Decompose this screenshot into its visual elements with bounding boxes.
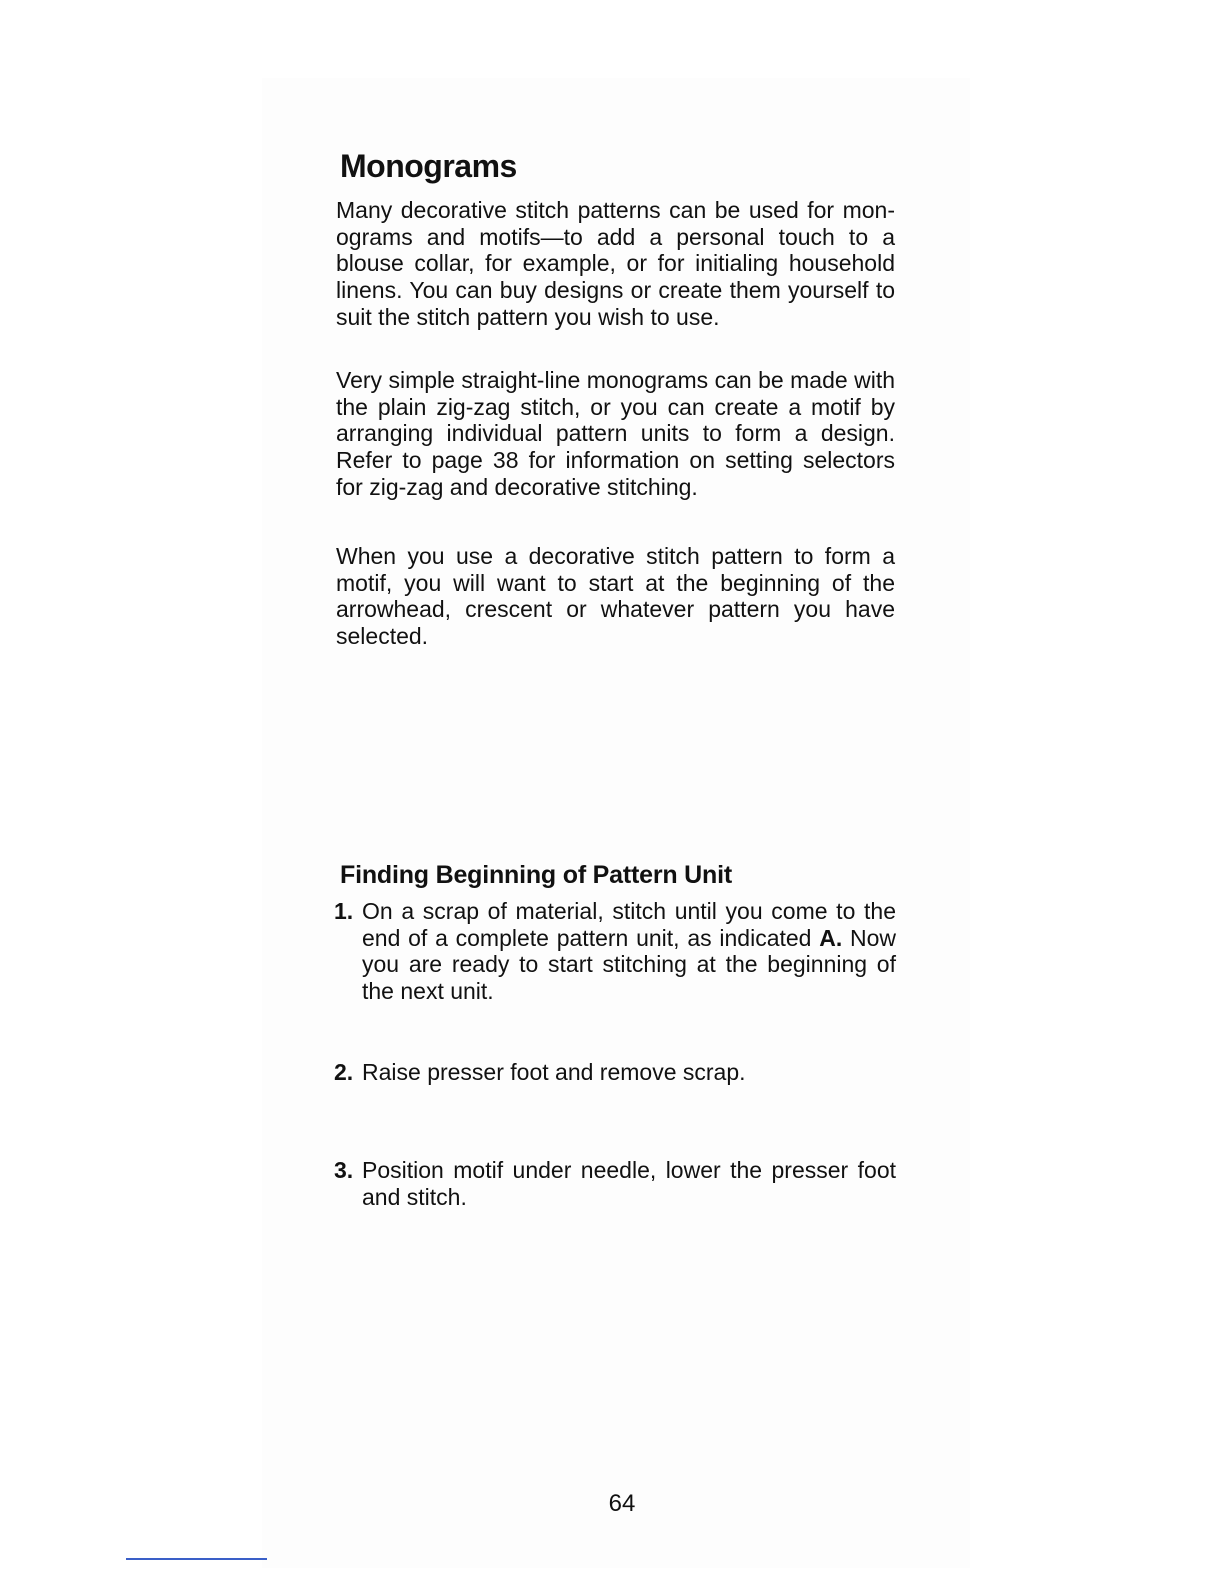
figure-reference: A. bbox=[819, 924, 843, 951]
step-1 bbox=[334, 898, 896, 1005]
motif-paragraph: When you use a decorative stitch pattern to form a motif, you will want to start at the beginning of the arrowhead, crescent or whatever pattern you have selected. bbox=[336, 543, 895, 650]
step-text: Raise presser foot and remove scrap. bbox=[362, 1059, 746, 1085]
step-text: Position motif under needle, lower the presser foot and stitch. bbox=[362, 1157, 896, 1210]
step-text bbox=[362, 898, 896, 1005]
step-number: 1. bbox=[334, 898, 354, 924]
step-text-part: Now you are ready to start stitching at the beginning of the next unit. bbox=[362, 924, 896, 1005]
intro-paragraph: Many decorative stitch patterns can be used for monograms and motifs—to add a personal touch to a blouse collar, for example, or for initialing household linens. You can buy designs or create them yourself to suit the stitch pattern you wish to use. bbox=[336, 197, 895, 330]
edge-line bbox=[126, 1558, 267, 1560]
section-heading: Finding Beginning of Pattern Unit bbox=[340, 861, 732, 889]
step-2 bbox=[334, 1059, 896, 1086]
page-title: Monograms bbox=[340, 148, 517, 184]
step-number: 3. bbox=[334, 1157, 354, 1183]
step-3 bbox=[334, 1157, 896, 1210]
page-number: 64 bbox=[608, 1490, 636, 1517]
step-text-part: On a scrap of material, stitch until you come to the end of a complete pattern unit, as indicated bbox=[362, 898, 896, 951]
step-number: 2. bbox=[334, 1059, 354, 1085]
zigzag-paragraph: Very simple straight-line monograms can be made with the plain zig-zag stitch, or you can create a motif by arranging individual pattern units to form a design. Refer to page 38 for information on setting selectors for zig-zag and decorative stitching. bbox=[336, 367, 895, 500]
